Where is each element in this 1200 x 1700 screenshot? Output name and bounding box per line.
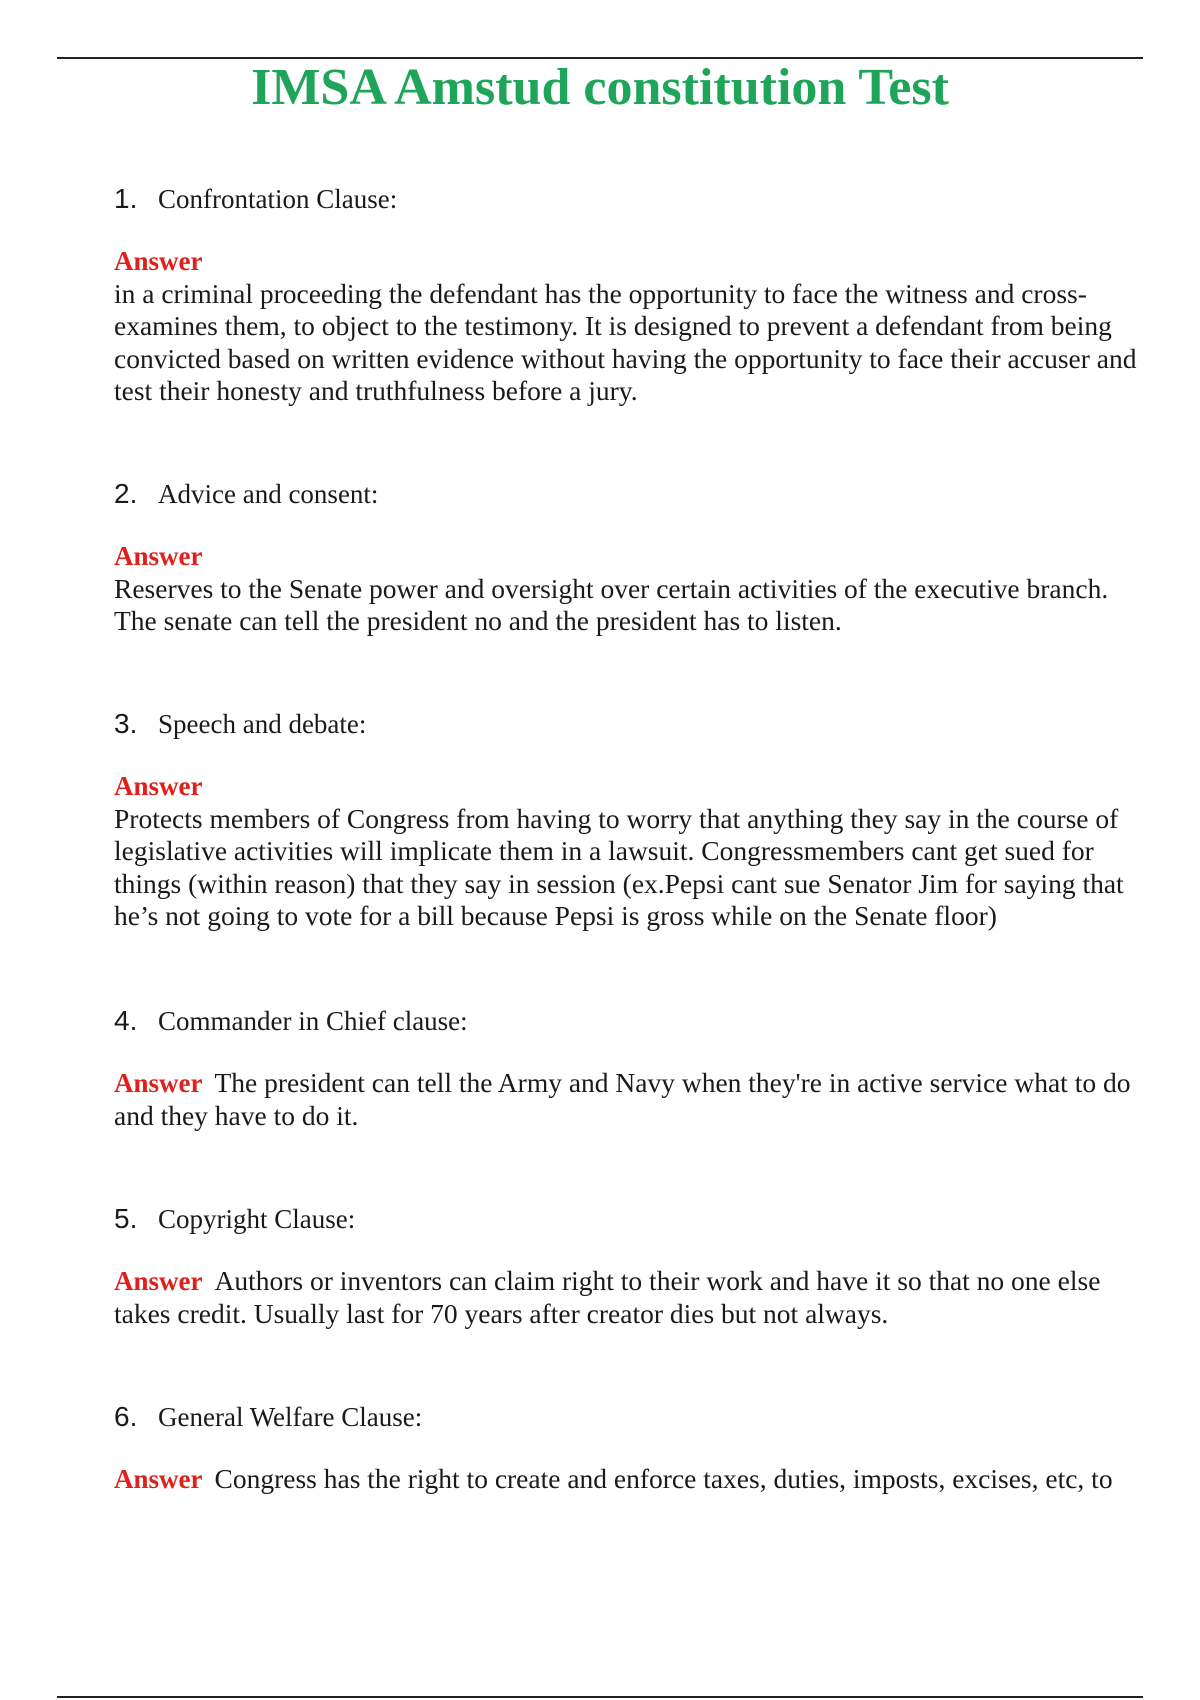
document-title: IMSA Amstud constitution Test [251, 59, 949, 116]
question-heading [114, 1401, 1144, 1441]
question-term: Commander in Chief clause: [158, 1006, 468, 1036]
answer-label: Answer [114, 1464, 203, 1494]
question-number: 3. [114, 708, 138, 739]
answer-block [114, 540, 1144, 638]
question-3 [114, 708, 1144, 933]
question-number: 6. [114, 1401, 138, 1432]
question-heading [114, 1005, 1144, 1045]
question-number: 4. [114, 1005, 138, 1036]
answer-block [114, 1067, 1144, 1132]
question-4 [114, 1005, 1144, 1132]
question-term: General Welfare Clause: [158, 1402, 423, 1432]
answer-text: Congress has the right to create and enforce taxes, duties, imposts, excises, etc, to [214, 1463, 1113, 1494]
question-number: 5. [114, 1203, 138, 1234]
answer-label: Answer [114, 541, 203, 571]
question-heading [114, 708, 1144, 748]
question-5 [114, 1203, 1144, 1330]
question-6 [114, 1401, 1144, 1496]
answer-block [114, 245, 1144, 408]
answer-label: Answer [114, 1068, 203, 1098]
question-term: Advice and consent: [158, 479, 379, 509]
answer-text: Protects members of Congress from having to worry that anything they say in the course of legislative activities will implicate them in a lawsuit. Congressmembers cant get sued for things (within reason) that they say in session (ex.Pepsi cant sue Senator Jim for saying that he’s not going to vote for a bill because Pepsi is gross while on the Senate floor) [114, 802, 1124, 931]
answer-label: Answer [114, 246, 203, 276]
answer-text: Authors or inventors can claim right to their work and have it so that no one else takes credit. Usually last for 70 years after creator dies but not always. [114, 1265, 1101, 1329]
question-term: Confrontation Clause: [158, 184, 398, 214]
bottom-rule [57, 1696, 1143, 1698]
question-heading [114, 1203, 1144, 1243]
answer-block [114, 770, 1144, 933]
answer-label: Answer [114, 1266, 203, 1296]
answer-block [114, 1265, 1144, 1330]
question-2 [114, 478, 1144, 638]
question-term: Copyright Clause: [158, 1204, 356, 1234]
question-number: 1. [114, 183, 138, 214]
answer-text: Reserves to the Senate power and oversight over certain activities of the executive branch. The senate can tell the president no and the president has to listen. [114, 572, 1109, 636]
question-heading [114, 183, 1144, 223]
question-number: 2. [114, 478, 138, 509]
answer-text: in a criminal proceeding the defendant has the opportunity to face the witness and cross-examines them, to object to the testimony. It is designed to prevent a defendant from being convicted based on written evidence without having the opportunity to face their accuser and test their honesty and truthfulness before a jury. [114, 277, 1137, 406]
question-heading [114, 478, 1144, 518]
answer-text: The president can tell the Army and Navy when they're in active service what to do and they have to do it. [114, 1067, 1131, 1131]
question-1 [114, 183, 1144, 408]
question-term: Speech and debate: [158, 709, 367, 739]
answer-block [114, 1463, 1144, 1496]
answer-label: Answer [114, 771, 203, 801]
